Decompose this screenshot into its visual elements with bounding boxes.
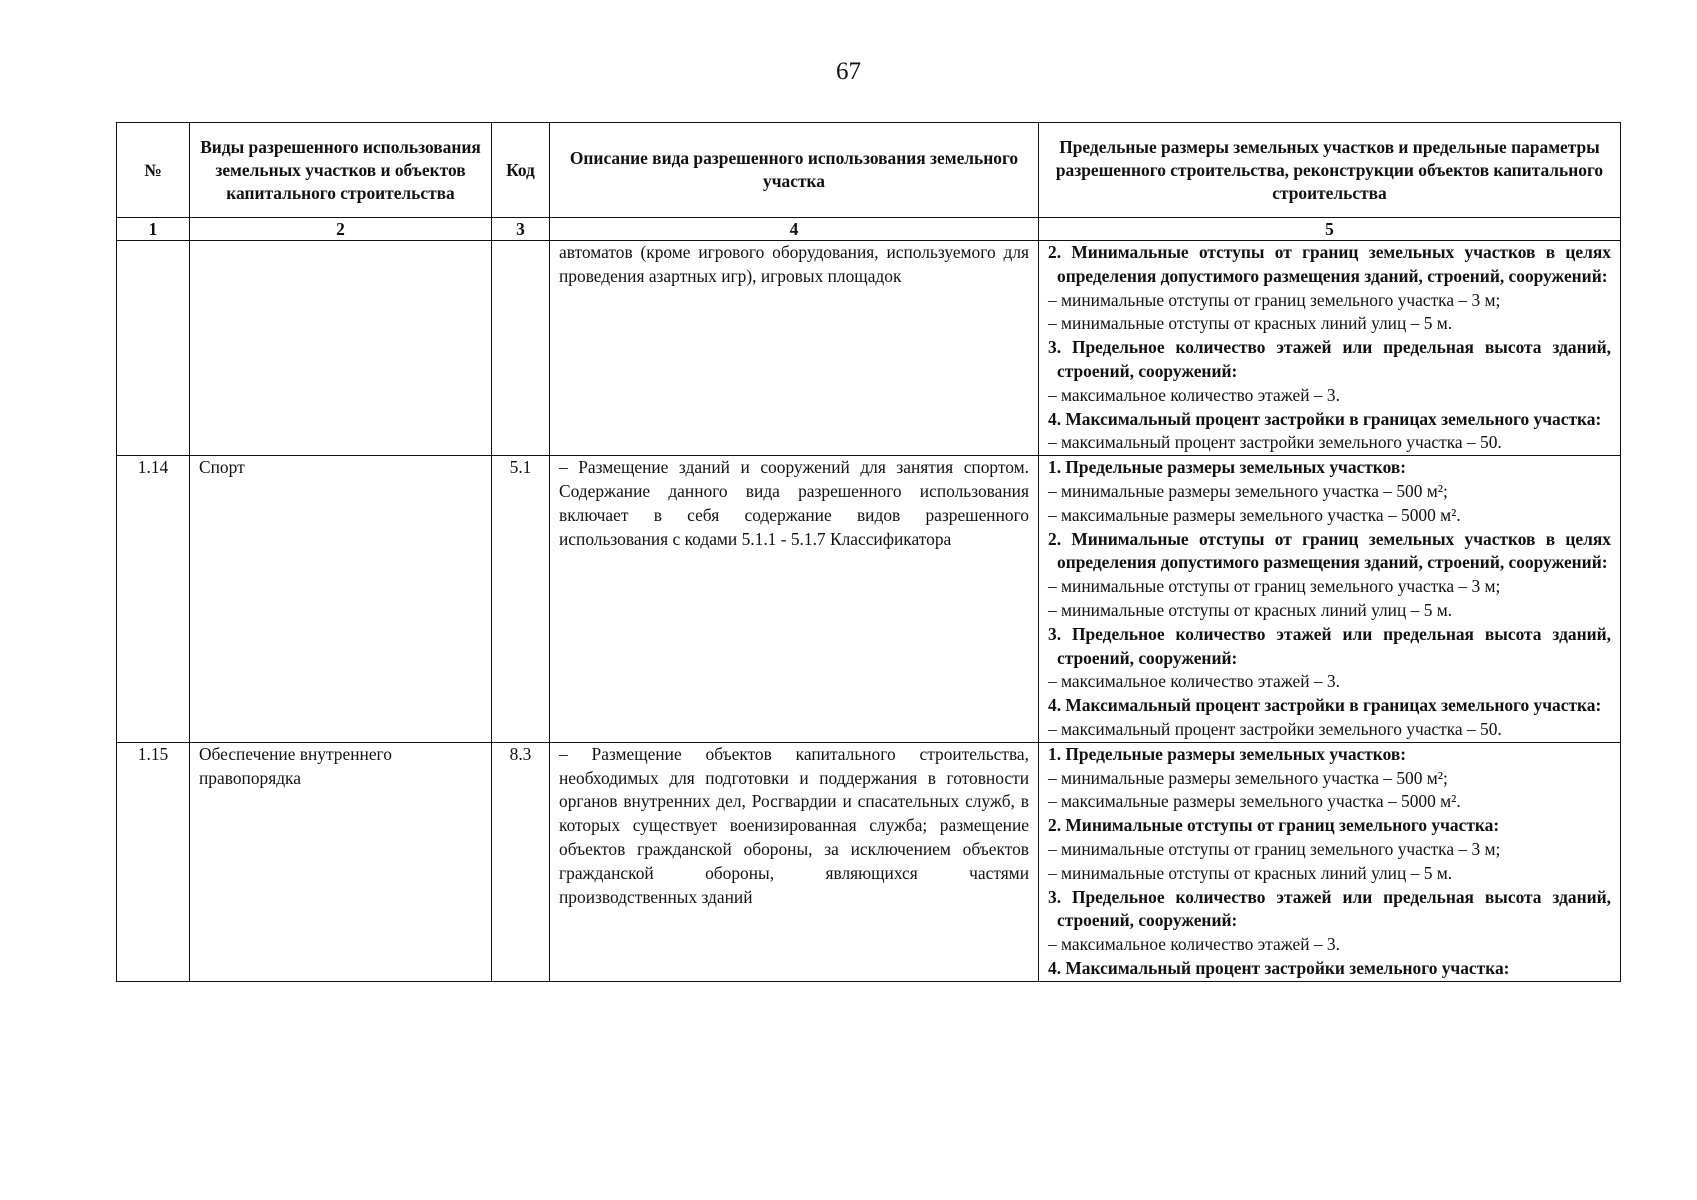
param-value: – минимальные размеры земельного участка – 500 м²; bbox=[1048, 767, 1448, 788]
param-heading: 4. Максимальный процент застройки в границах земельного участка: bbox=[1048, 408, 1602, 429]
header-code: Код bbox=[492, 123, 550, 218]
row-code bbox=[492, 241, 550, 456]
param-heading: 4. Максимальный процент застройки земельного участка: bbox=[1048, 957, 1510, 978]
page-number: 67 bbox=[836, 58, 861, 85]
param-heading: 2. Минимальные отступы от границ земельного участка: bbox=[1048, 815, 1500, 836]
table-row bbox=[117, 456, 1621, 743]
param-heading: 2. Минимальные отступы от границ земельных участков в целях определения допустимого размещения зданий, строений, сооружений: bbox=[1048, 242, 1611, 286]
row-number bbox=[117, 241, 190, 456]
column-numbers-row bbox=[117, 218, 1621, 241]
column-number: 1 bbox=[117, 218, 190, 241]
param-value: – минимальные отступы от красных линий улиц – 5 м. bbox=[1048, 862, 1453, 883]
param-heading: 3. Предельное количество этажей или предельная высота зданий, строений, сооружений: bbox=[1048, 337, 1611, 381]
table-row bbox=[117, 742, 1621, 981]
row-parameters bbox=[1039, 742, 1621, 981]
param-value: – минимальные размеры земельного участка – 500 м²; bbox=[1048, 480, 1448, 501]
table-header-row bbox=[117, 123, 1621, 218]
param-heading: 1. Предельные размеры земельных участков: bbox=[1048, 457, 1407, 478]
row-description: – Размещение зданий и сооружений для занятия спортом. Содержание данного вида разрешенного использования включает в себя содержание видов разрешенного использования с кодами 5.1.1 - 5.1.7 Классификатора bbox=[550, 456, 1039, 743]
param-value: – минимальные отступы от границ земельного участка – 3 м; bbox=[1048, 838, 1501, 859]
header-parameters: Предельные размеры земельных участков и предельные параметры разрешенного строительства, реконструкции объектов капитального строительства bbox=[1039, 123, 1621, 218]
param-value: – минимальные отступы от красных линий улиц – 5 м. bbox=[1048, 599, 1453, 620]
column-number: 5 bbox=[1039, 218, 1621, 241]
param-heading: 3. Предельное количество этажей или предельная высота зданий, строений, сооружений: bbox=[1048, 886, 1611, 931]
row-code: 5.1 bbox=[492, 456, 550, 743]
param-heading: 2. Минимальные отступы от границ земельных участков в целях определения допустимого размещения зданий, строений, сооружений: bbox=[1048, 528, 1611, 573]
header-use-type: Виды разрешенного использования земельных участков и объектов капитального строительства bbox=[190, 123, 492, 218]
row-code: 8.3 bbox=[492, 742, 550, 981]
param-value: – максимальные размеры земельного участка – 5000 м². bbox=[1048, 791, 1461, 812]
param-value: – минимальные отступы от красных линий улиц – 5 м. bbox=[1048, 313, 1453, 334]
row-use-name: Обеспечение внутреннего правопорядка bbox=[190, 742, 492, 981]
row-use-name: Спорт bbox=[190, 456, 492, 743]
land-use-table bbox=[116, 122, 1621, 982]
row-parameters bbox=[1039, 456, 1621, 743]
param-value: – максимальное количество этажей – 3. bbox=[1048, 671, 1340, 692]
param-value: – максимальное количество этажей – 3. bbox=[1048, 384, 1340, 405]
row-description: автоматов (кроме игрового оборудования, используемого для проведения азартных игр), игровых площадок bbox=[550, 241, 1039, 456]
param-heading: 1. Предельные размеры земельных участков: bbox=[1048, 743, 1407, 764]
header-number: № bbox=[117, 123, 190, 218]
row-number: 1.14 bbox=[117, 456, 190, 743]
column-number: 2 bbox=[190, 218, 492, 241]
param-value: – максимальный процент застройки земельного участка – 50. bbox=[1048, 432, 1502, 453]
header-description: Описание вида разрешенного использования земельного участка bbox=[550, 123, 1039, 218]
column-number: 3 bbox=[492, 218, 550, 241]
param-heading: 3. Предельное количество этажей или предельная высота зданий, строений, сооружений: bbox=[1048, 623, 1611, 668]
param-value: – максимальные размеры земельного участка – 5000 м². bbox=[1048, 504, 1461, 525]
row-parameters bbox=[1039, 241, 1621, 456]
row-use-name bbox=[190, 241, 492, 456]
column-number: 4 bbox=[550, 218, 1039, 241]
row-number: 1.15 bbox=[117, 742, 190, 981]
table-row bbox=[117, 241, 1621, 456]
param-value: – минимальные отступы от границ земельного участка – 3 м; bbox=[1048, 289, 1501, 310]
param-value: – максимальный процент застройки земельного участка – 50. bbox=[1048, 718, 1502, 739]
param-value: – максимальное количество этажей – 3. bbox=[1048, 934, 1340, 955]
param-value: – минимальные отступы от границ земельного участка – 3 м; bbox=[1048, 576, 1501, 597]
row-description: – Размещение объектов капитального строительства, необходимых для подготовки и поддержания в готовности органов внутренних дел, Росгвардии и спасательных служб, в которых существует военизированная служба; размещение объектов гражданской обороны, за исключением объектов гражданской обороны, являющихся частями производственных зданий bbox=[550, 742, 1039, 981]
param-heading: 4. Максимальный процент застройки в границах земельного участка: bbox=[1048, 695, 1602, 716]
